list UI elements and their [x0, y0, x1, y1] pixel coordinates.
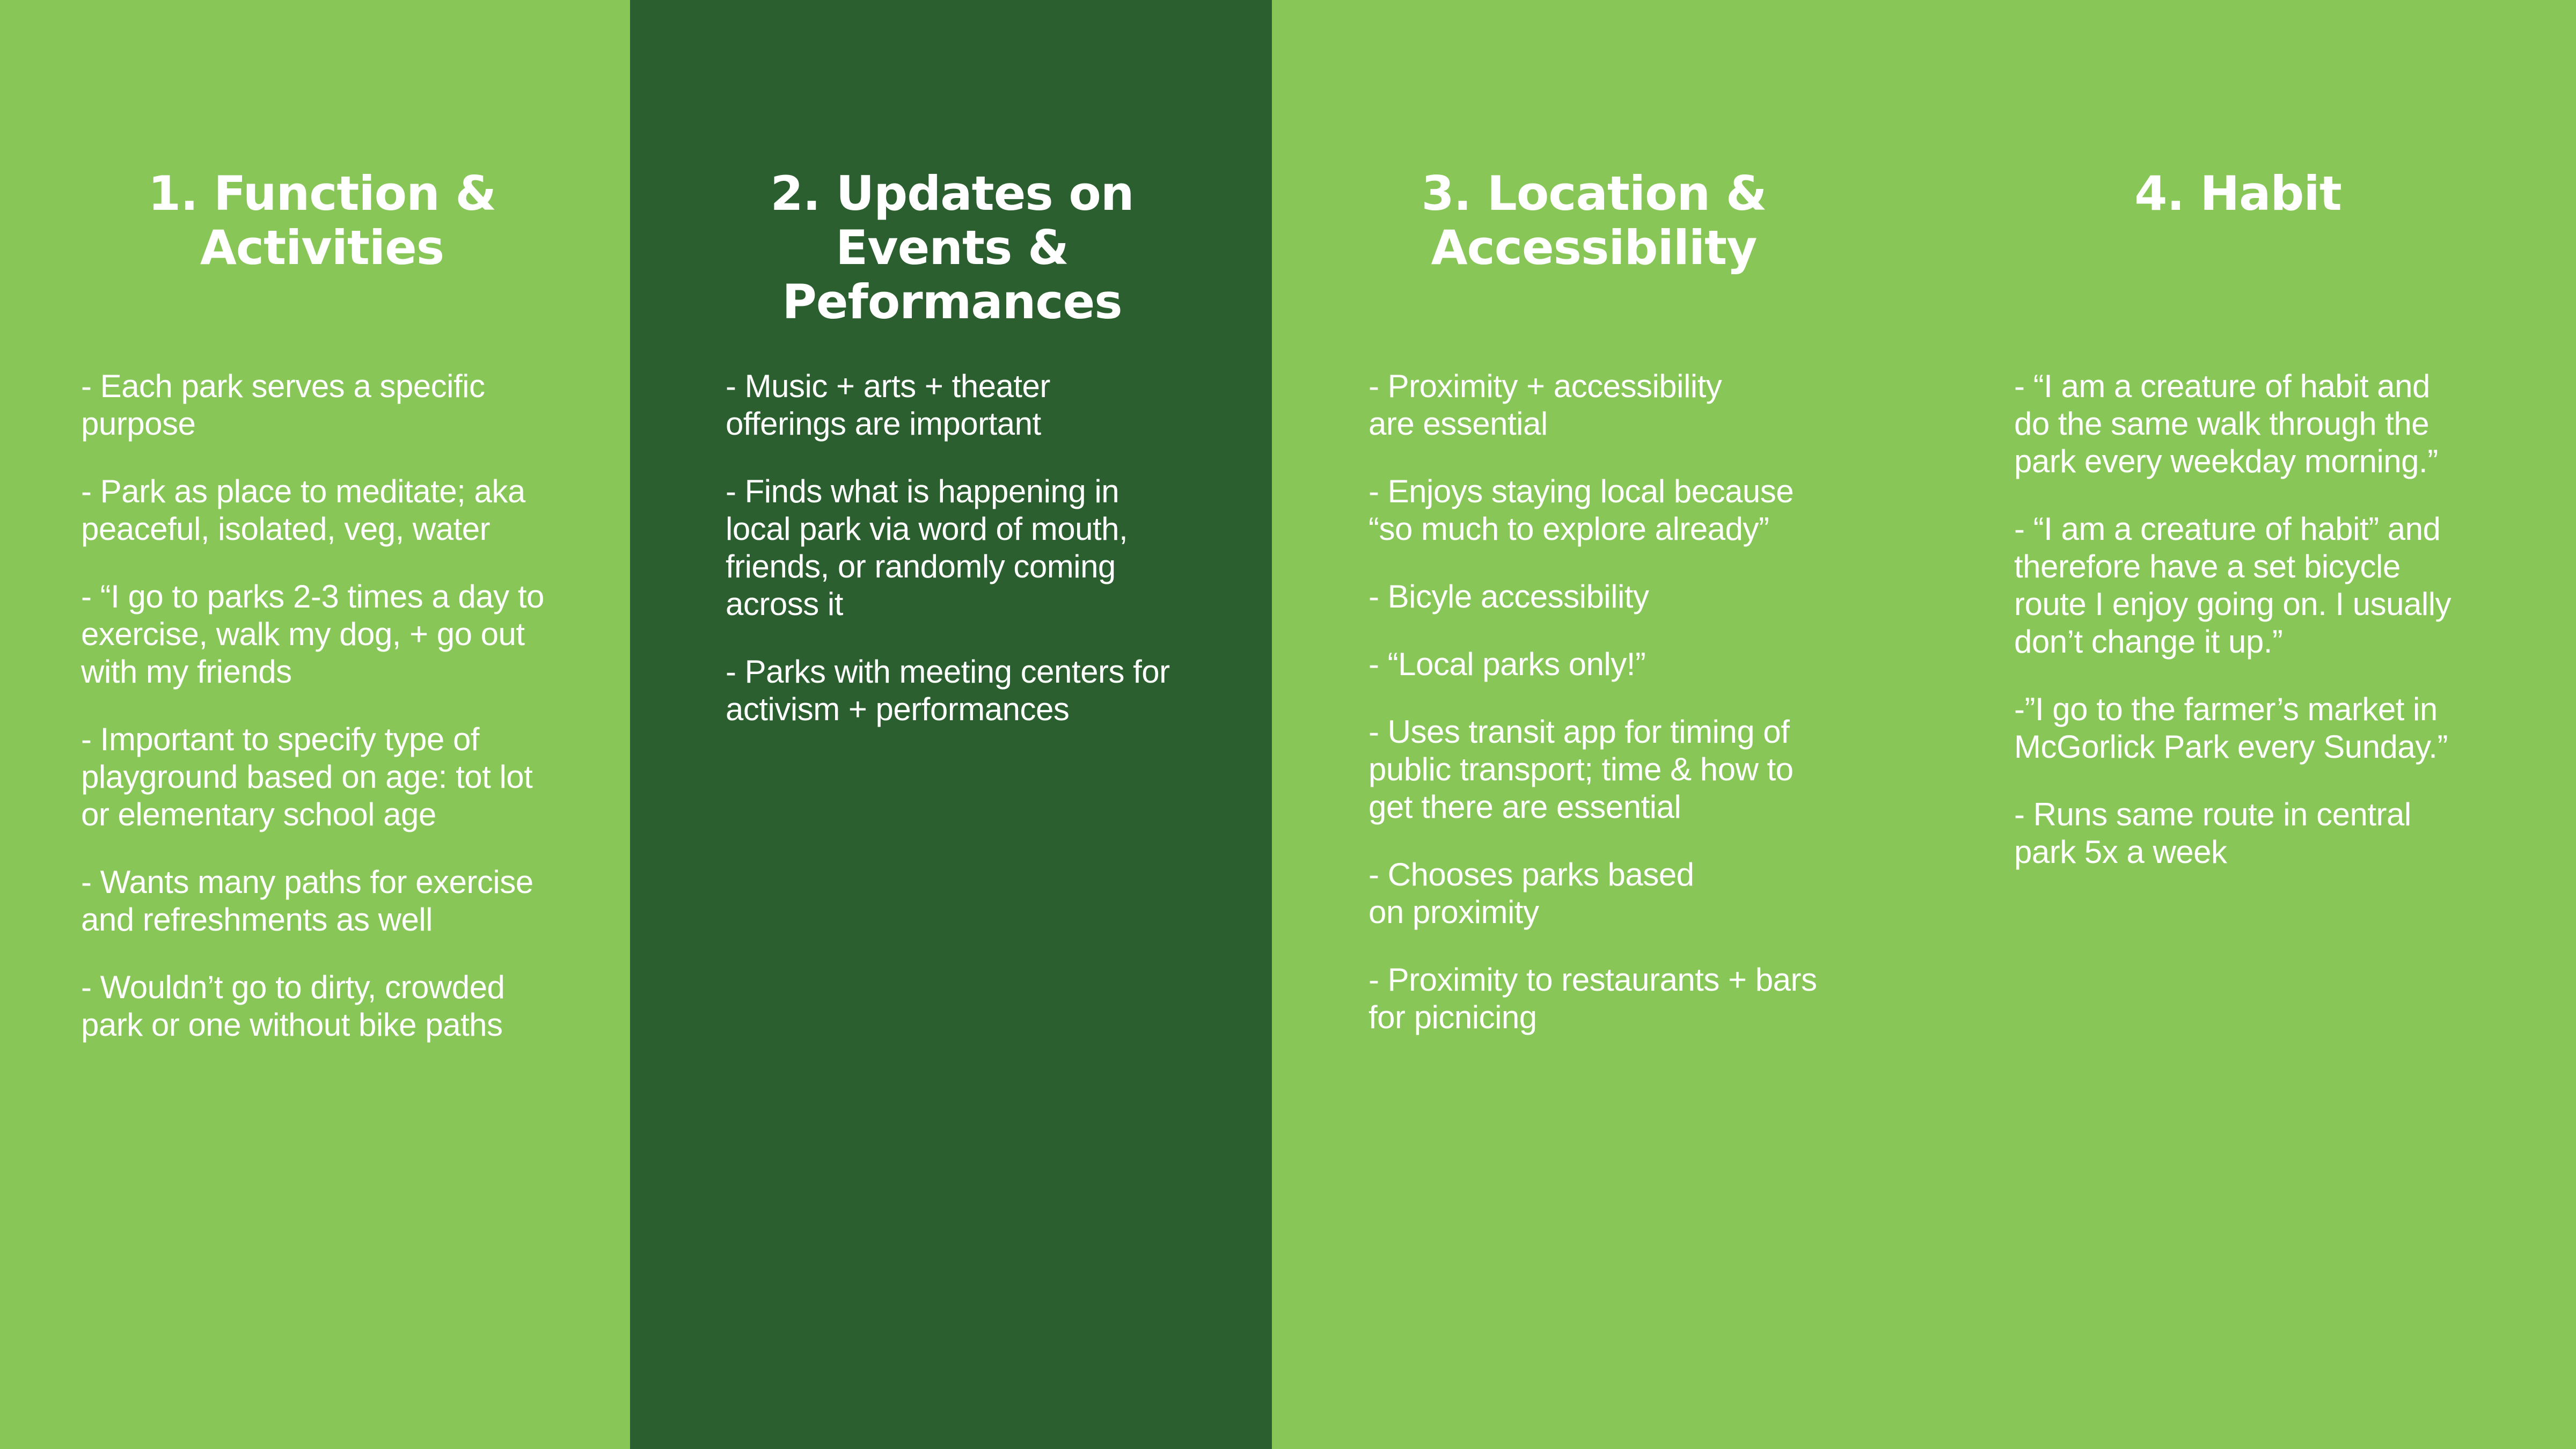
note-item: - “I go to parks 2-3 times a day to exercise, walk my dog, + go out with my friends	[81, 579, 544, 690]
note-item: - Finds what is happening in local park via word of mouth, friends, or randomly coming across it	[726, 473, 1128, 622]
note-item: - Enjoys staying local because “so much to explore already”	[1368, 473, 1794, 547]
note-item: - “I am a creature of habit” and therefore have a set bicycle route I enjoy going on. I usually don’t change it up.”	[2014, 511, 2451, 660]
note-item: -”I go to the farmer’s market in McGorlick Park every Sunday.”	[2014, 691, 2448, 765]
note-list	[81, 368, 575, 1074]
note-item: - Music + arts + theater offerings are important	[726, 368, 1050, 442]
column-location-accessibility	[1272, 0, 1916, 1449]
note-list	[1368, 368, 1868, 1066]
note-item: - Wouldn’t go to dirty, crowded park or one without bike paths	[81, 969, 505, 1043]
column-title: 2. Updates on Events & Peformances	[770, 166, 1134, 330]
note-item: - Wants many paths for exercise and refreshments as well	[81, 864, 533, 938]
note-item: - Park as place to meditate; aka peaceful, isolated, veg, water	[81, 473, 525, 547]
note-item: - Chooses parks based on proximity	[1368, 857, 1694, 930]
note-item: - Uses transit app for timing of public transport; time & how to get there are essential	[1368, 714, 1794, 825]
note-list	[2014, 368, 2513, 901]
column-title: 1. Function & Activities	[148, 166, 496, 275]
note-item: - Parks with meeting centers for activism + performances	[726, 654, 1170, 727]
note-item: - “Local parks only!”	[1368, 646, 1646, 682]
note-item: - Runs same route in central park 5x a week	[2014, 796, 2411, 870]
note-item: - Bicyle accessibility	[1368, 579, 1649, 614]
column-updates-events	[630, 0, 1272, 1449]
note-item: - “I am a creature of habit and do the same walk through the park every weekday morning.”	[2014, 368, 2438, 479]
column-title: 3. Location & Accessibility	[1421, 166, 1767, 275]
note-item: - Proximity + accessibility are essential	[1368, 368, 1722, 442]
column-title: 4. Habit	[2134, 166, 2341, 221]
column-function-activities	[0, 0, 630, 1449]
note-list	[726, 368, 1225, 758]
column-habit	[1916, 0, 2576, 1449]
note-item: - Each park serves a specific purpose	[81, 368, 485, 442]
note-item: - Important to specify type of playground based on age: tot lot or elementary school age	[81, 721, 533, 832]
note-item: - Proximity to restaurants + bars for picnicing	[1368, 962, 1817, 1035]
